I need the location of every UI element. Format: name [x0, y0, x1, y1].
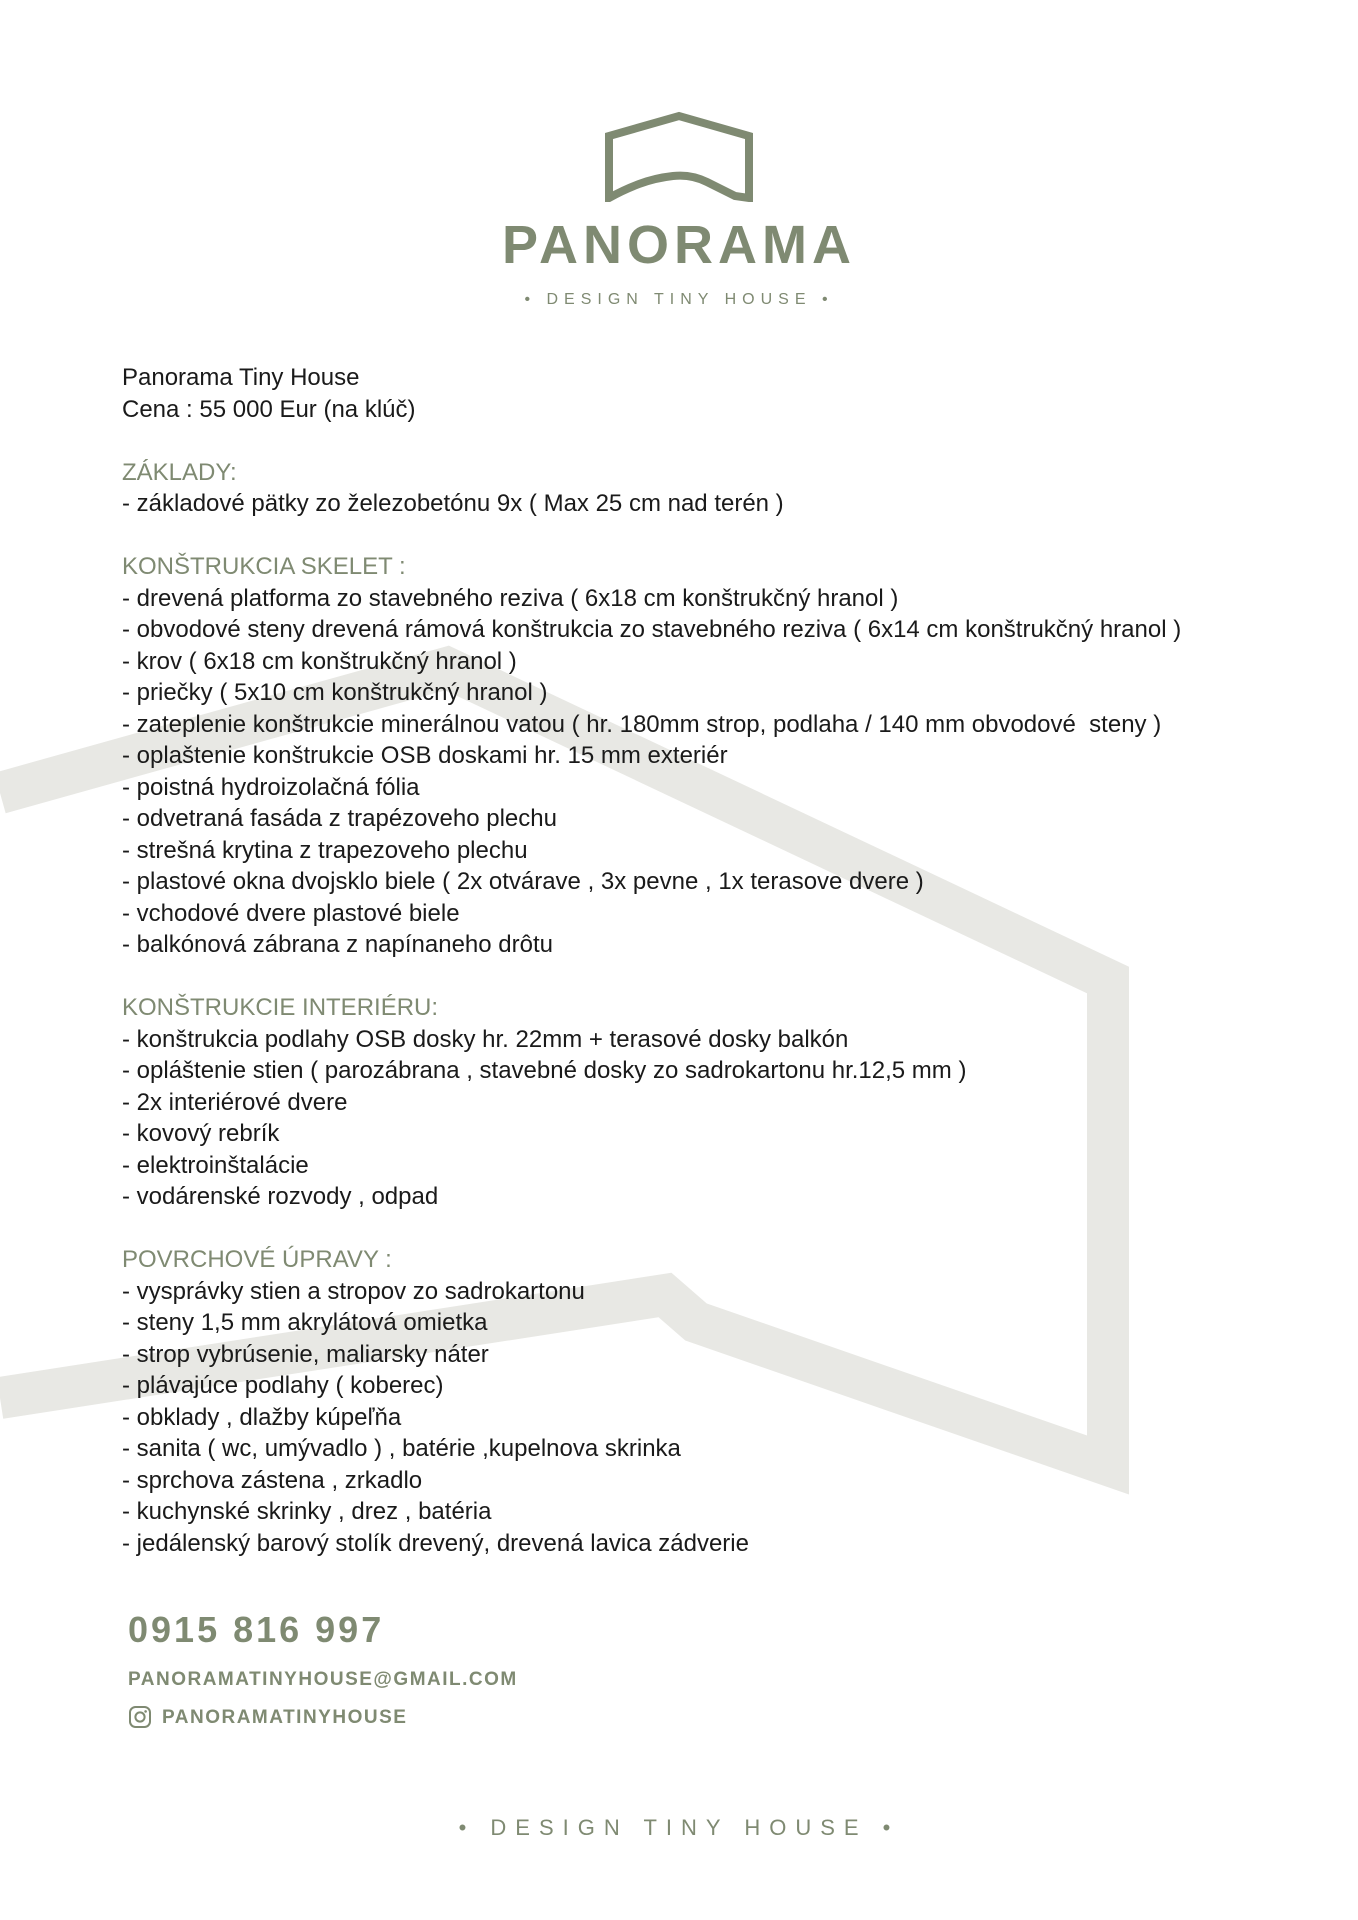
list-item: - sprchova zástena , zrkadlo: [122, 1466, 423, 1494]
list-item: - odvetraná fasáda z trapézoveho plechu: [122, 805, 557, 832]
list-item: - vchodové dvere plastové biele: [122, 899, 460, 927]
section-konstrukcie-interieru: [122, 992, 1272, 1213]
brand-logo: [0, 110, 1358, 308]
list-item: - základové pätky zo železobetónu 9x ( Max 25 cm nad terén ): [122, 490, 784, 517]
list-item: - strop vybrúsenie, maliarsky náter: [122, 1340, 489, 1368]
list-item: - sanita ( wc, umývadlo ) , batérie ,kupelnova skrinka: [122, 1435, 681, 1462]
list-item: - obklady , dlažby kúpeľňa: [122, 1403, 402, 1431]
list-item: - oplaštenie konštrukcie OSB doskami hr. 15 mm exteriér: [122, 742, 728, 769]
footer-tagline: • DESIGN TINY HOUSE •: [458, 1815, 900, 1840]
list-item: - plávajúce podlahy ( koberec): [122, 1372, 444, 1399]
section-heading: KONŠTRUKCIA SKELET :: [122, 553, 406, 580]
list-item: - zateplenie konštrukcie minerálnou vatou ( hr. 180mm strop, podlaha / 140 mm obvodové steny ): [122, 710, 1162, 738]
list-item: - drevená platforma zo stavebného reziva ( 6x18 cm konštrukčný hranol ): [122, 584, 899, 612]
list-item: - konštrukcia podlahy OSB dosky hr. 22mm + terasové dosky balkón: [122, 1025, 849, 1053]
list-item: - 2x interiérové dvere: [122, 1088, 348, 1116]
list-item: - priečky ( 5x10 cm konštrukčný hranol ): [122, 679, 548, 706]
list-item: - vysprávky stien a stropov zo sadrokartonu: [122, 1277, 585, 1305]
document-body: [122, 362, 1272, 1559]
list-item: - kuchynské skrinky , drez , batéria: [122, 1498, 492, 1525]
brand-name: PANORAMA: [502, 215, 856, 275]
instagram-icon: [128, 1705, 152, 1729]
list-item: - balkónová zábrana z napínaneho drôtu: [122, 931, 553, 958]
contact-block: [128, 1609, 518, 1729]
list-item: - opláštenie stien ( parozábrana , stavebné dosky zo sadrokartonu hr.12,5 mm ): [122, 1057, 967, 1084]
price-line: Cena : 55 000 Eur (na klúč): [122, 395, 416, 423]
section-povrchove-upravy: [122, 1244, 1272, 1559]
house-roof-icon: [599, 110, 759, 202]
list-item: - elektroinštalácie: [122, 1151, 309, 1179]
list-item: - jedálenský barový stolík drevený, drevená lavica zádverie: [122, 1529, 749, 1557]
list-item: - kovový rebrík: [122, 1120, 280, 1147]
list-item: - obvodové steny drevená rámová konštrukcia zo stavebného reziva ( 6x14 cm konštrukčný hranol ): [122, 616, 1182, 643]
instagram-handle: PANORAMATINYHOUSE: [162, 1706, 408, 1728]
brand-tagline: • DESIGN TINY HOUSE •: [524, 291, 834, 308]
instagram-handle-row[interactable]: [128, 1705, 518, 1729]
section-heading: ZÁKLADY:: [122, 458, 237, 486]
document-title: Panorama Tiny House: [122, 364, 360, 391]
list-item: - poistná hydroizolačná fólia: [122, 773, 420, 801]
phone-number[interactable]: 0915 816 997: [128, 1609, 385, 1650]
list-item: - strešná krytina z trapezoveho plechu: [122, 836, 528, 864]
section-zaklady: [122, 457, 1272, 520]
section-heading: KONŠTRUKCIE INTERIÉRU:: [122, 994, 439, 1021]
list-item: - plastové okna dvojsklo biele ( 2x otvárave , 3x pevne , 1x terasove dvere ): [122, 868, 924, 895]
section-heading: POVRCHOVÉ ÚPRAVY :: [122, 1246, 392, 1273]
section-konstrukcia-skelet: [122, 551, 1272, 961]
email-address[interactable]: PANORAMATINYHOUSE@GMAIL.COM: [128, 1669, 518, 1690]
list-item: - steny 1,5 mm akrylátová omietka: [122, 1309, 488, 1336]
list-item: - krov ( 6x18 cm konštrukčný hranol ): [122, 647, 517, 675]
list-item: - vodárenské rozvody , odpad: [122, 1183, 439, 1210]
